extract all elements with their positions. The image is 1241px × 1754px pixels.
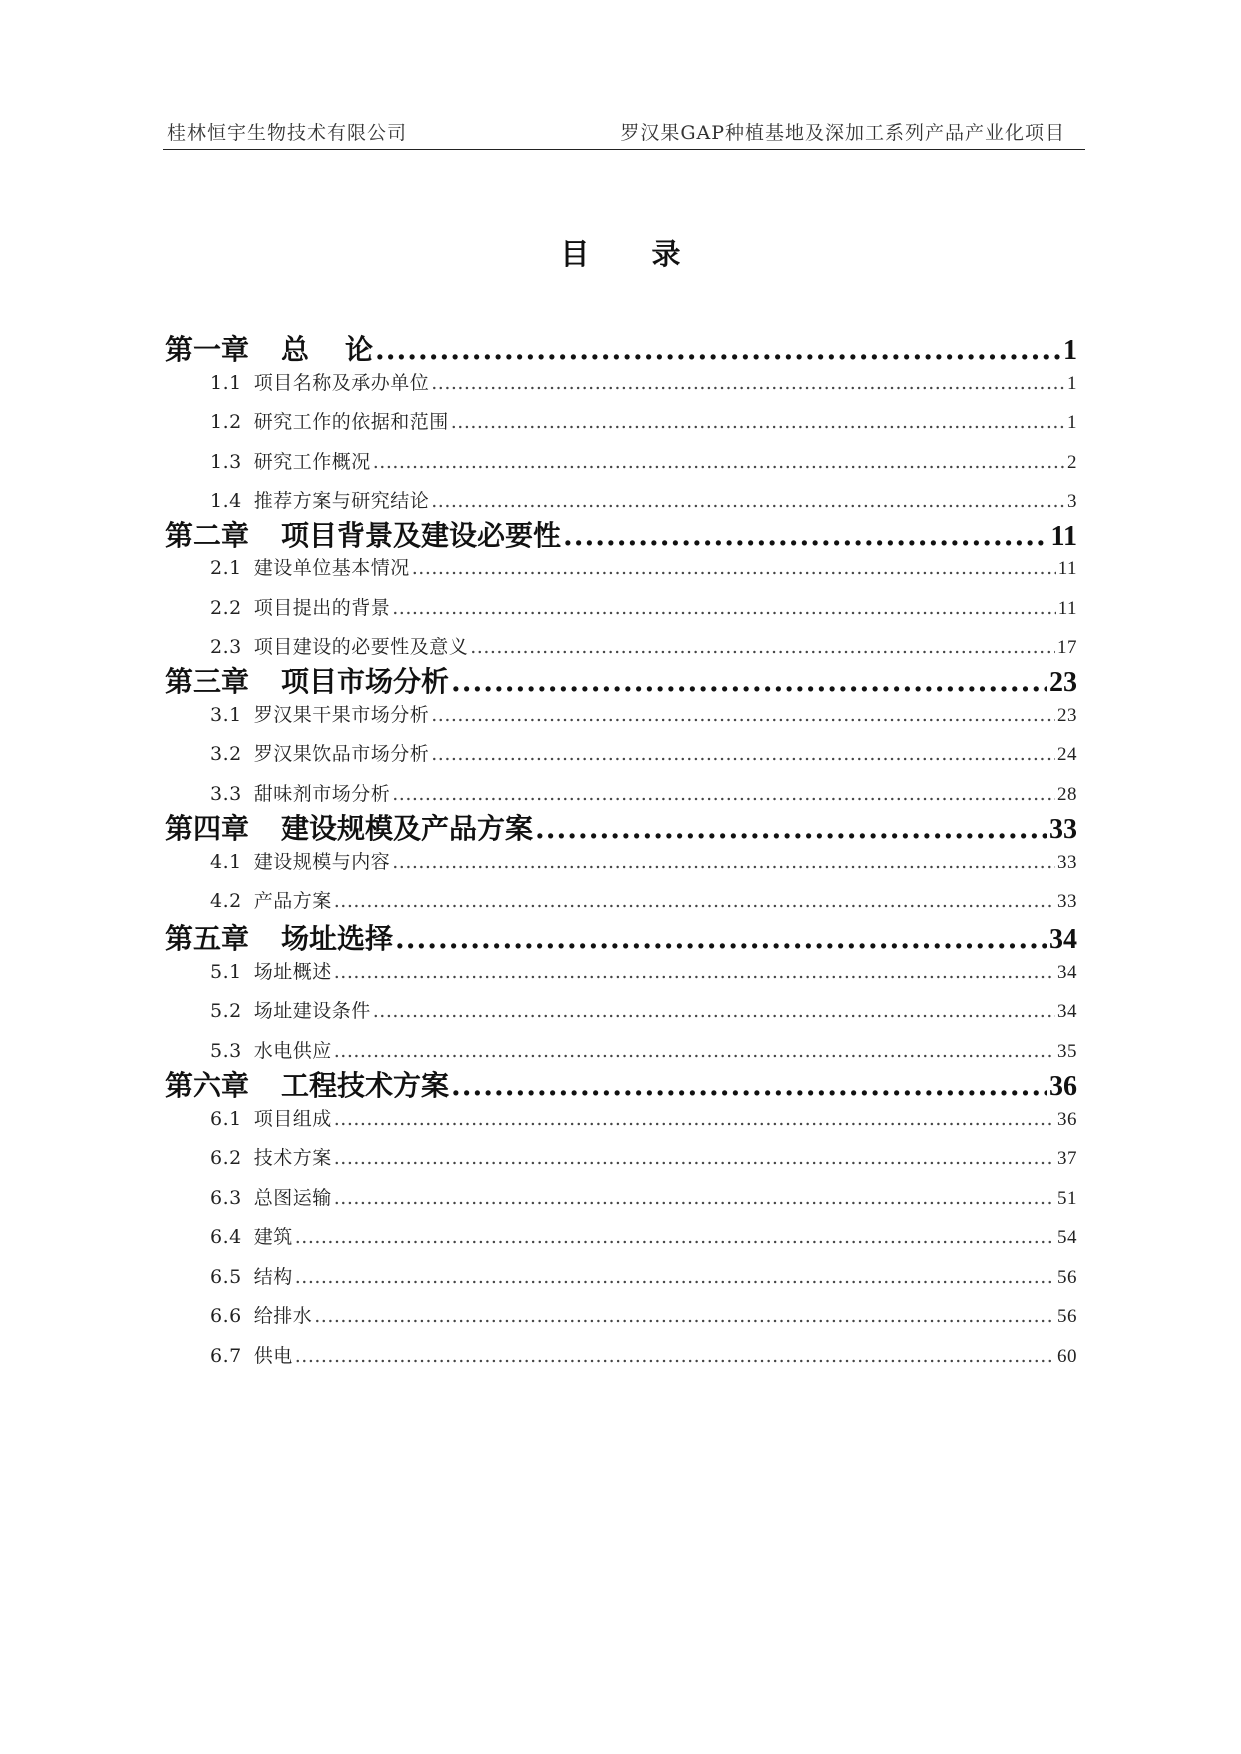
toc-entry-page: 36 (1049, 1071, 1077, 1102)
toc-section-5-3[interactable] (210, 1036, 1077, 1063)
dot-leader (431, 704, 1055, 726)
toc-entry-number: 6.5 (210, 1266, 242, 1288)
toc-section-6-6[interactable] (210, 1301, 1077, 1328)
toc-section-6-4[interactable] (210, 1222, 1077, 1249)
toc-section-6-7[interactable] (210, 1341, 1077, 1368)
toc-entry-page: 23 (1057, 705, 1077, 726)
toc-entry-title: 甜味剂市场分析 (253, 783, 391, 805)
toc-section-1-3[interactable] (210, 447, 1077, 474)
toc-entry-page: 36 (1057, 1109, 1077, 1130)
toc-entry-title: 建设规模与内容 (253, 851, 391, 873)
dot-leader (334, 1040, 1055, 1062)
toc-entry-number: 6.7 (210, 1345, 242, 1367)
toc-entry-page: 60 (1057, 1346, 1077, 1367)
toc-entry-page: 34 (1057, 1001, 1077, 1022)
toc-section-2-1[interactable] (210, 553, 1077, 580)
toc-entry-title: 建设规模及产品方案 (281, 812, 534, 845)
dot-leader (334, 1147, 1055, 1169)
dot-leader (295, 1226, 1055, 1248)
toc-entry-number: 1.3 (210, 451, 242, 473)
toc-entry-number: 5.2 (210, 1000, 242, 1022)
toc-entry-title: 产品方案 (253, 890, 332, 912)
toc-entry-number: 6.3 (210, 1187, 242, 1209)
toc-section-5-2[interactable] (210, 996, 1077, 1023)
toc-entry-page: 33 (1057, 891, 1077, 912)
dot-leader (451, 411, 1065, 433)
toc-entry-number: 第五章 (165, 922, 250, 955)
dot-leader (392, 851, 1055, 873)
toc-entry-title: 推荐方案与研究结论 (253, 490, 430, 512)
dot-leader (451, 1069, 1047, 1102)
toc-entry-number: 4.2 (210, 890, 242, 912)
toc-entry-title: 结构 (253, 1266, 293, 1288)
toc-entry-page: 33 (1049, 814, 1077, 845)
toc-entry-title: 技术方案 (253, 1147, 332, 1169)
toc-section-1-1[interactable] (210, 368, 1077, 395)
toc-entry-number: 1.2 (210, 411, 242, 433)
toc-chapter-4[interactable] (165, 807, 1077, 847)
toc-entry-number: 2.2 (210, 597, 242, 619)
toc-entry-number: 6.4 (210, 1226, 242, 1248)
toc-section-6-3[interactable] (210, 1183, 1077, 1210)
dot-leader (535, 812, 1047, 845)
toc-entry-number: 5.1 (210, 961, 242, 983)
toc-section-3-3[interactable] (210, 779, 1077, 806)
toc-entry-page: 56 (1057, 1267, 1077, 1288)
dot-leader (334, 961, 1055, 983)
toc-title-char: 目 (560, 237, 590, 271)
toc-entry-number: 5.3 (210, 1040, 242, 1062)
toc-section-6-5[interactable] (210, 1262, 1077, 1289)
toc-chapter-6[interactable] (165, 1064, 1077, 1104)
toc-entry-page: 33 (1057, 852, 1077, 873)
toc-entry-page: 24 (1057, 744, 1077, 765)
toc-chapter-2[interactable] (165, 514, 1077, 554)
toc-section-5-1[interactable] (210, 957, 1077, 984)
toc-entry-title: 建筑 (253, 1226, 293, 1248)
toc-entry-page: 34 (1057, 962, 1077, 983)
toc-entry-title: 罗汉果饮品市场分析 (253, 743, 430, 765)
toc-title-char: 录 (651, 237, 681, 271)
toc-entry-page: 37 (1057, 1148, 1077, 1169)
dot-leader (451, 665, 1047, 698)
toc-entry-title: 项目名称及承办单位 (253, 372, 430, 394)
toc-section-4-2[interactable] (210, 886, 1077, 913)
dot-leader (431, 743, 1055, 765)
toc-section-3-1[interactable] (210, 700, 1077, 727)
toc-entry-page: 51 (1057, 1188, 1077, 1209)
toc-entry-number: 6.6 (210, 1305, 242, 1327)
toc-entry-title: 项目市场分析 (281, 665, 450, 698)
toc-entry-number: 第三章 (165, 665, 250, 698)
toc-entry-page: 3 (1067, 491, 1077, 512)
toc-entry-title: 项目建设的必要性及意义 (253, 636, 469, 658)
toc-entry-number: 3.3 (210, 783, 242, 805)
toc-entry-title: 项目组成 (253, 1108, 332, 1130)
dot-leader (431, 372, 1065, 394)
toc-entry-title: 项目背景及建设必要性 (281, 519, 562, 552)
dot-leader (375, 333, 1061, 366)
toc-entry-number: 4.1 (210, 851, 242, 873)
dot-leader (431, 490, 1065, 512)
toc-chapter-3[interactable] (165, 660, 1077, 700)
header-project-title: 罗汉果GAP种植基地及深加工系列产品产业化项目 (620, 122, 1065, 144)
toc-entry-title: 罗汉果干果市场分析 (253, 704, 430, 726)
dot-leader (412, 557, 1056, 579)
toc-entry-number: 2.3 (210, 636, 242, 658)
toc-entry-page: 11 (1050, 521, 1077, 552)
dot-leader (295, 1345, 1055, 1367)
toc-entry-title: 工程技术方案 (281, 1069, 450, 1102)
dot-leader (334, 890, 1055, 912)
toc-entry-number: 第一章 (165, 333, 250, 366)
toc-entry-page: 1 (1067, 412, 1077, 433)
toc-entry-number: 第二章 (165, 519, 250, 552)
dot-leader (392, 783, 1055, 805)
toc-entry-page: 11 (1057, 558, 1077, 579)
toc-entry-page: 34 (1049, 924, 1077, 955)
toc-chapter-1[interactable] (165, 328, 1077, 368)
toc-entry-page: 35 (1057, 1041, 1077, 1062)
toc-entry-title: 供电 (253, 1345, 293, 1367)
toc-entry-number: 3.1 (210, 704, 242, 726)
toc-entry-title: 建设单位基本情况 (253, 557, 410, 579)
toc-entry-title: 研究工作概况 (253, 451, 371, 473)
toc-section-2-2[interactable] (210, 593, 1077, 620)
toc-entry-title: 给排水 (253, 1305, 313, 1327)
toc-section-6-2[interactable] (210, 1143, 1077, 1170)
toc-entry-title: 总 论 (281, 333, 374, 366)
toc-section-6-1[interactable] (210, 1104, 1077, 1131)
toc-entry-number: 1.4 (210, 490, 242, 512)
toc-entry-title: 总图运输 (253, 1187, 332, 1209)
toc-entry-number: 1.1 (210, 372, 242, 394)
toc-section-2-3[interactable] (210, 632, 1077, 659)
dot-leader (373, 1000, 1055, 1022)
toc-entry-page: 56 (1057, 1306, 1077, 1327)
toc-entry-page: 54 (1057, 1227, 1077, 1248)
toc-entry-title: 项目提出的背景 (253, 597, 391, 619)
toc-entry-title: 水电供应 (253, 1040, 332, 1062)
dot-leader (563, 519, 1049, 552)
toc-entry-title: 研究工作的依据和范围 (253, 411, 449, 433)
toc-entry-title: 场址选择 (281, 922, 394, 955)
toc-entry-number: 6.2 (210, 1147, 242, 1169)
toc-entry-page: 1 (1063, 335, 1077, 366)
toc-section-1-2[interactable] (210, 407, 1077, 434)
toc-entry-page: 23 (1049, 667, 1077, 698)
toc-entry-number: 第四章 (165, 812, 250, 845)
toc-entry-title: 场址概述 (253, 961, 332, 983)
toc-entry-number: 3.2 (210, 743, 242, 765)
toc-entry-number: 第六章 (165, 1069, 250, 1102)
dot-leader (395, 922, 1047, 955)
toc-entry-page: 28 (1057, 784, 1077, 805)
toc-entry-page: 2 (1067, 452, 1077, 473)
dot-leader (295, 1266, 1055, 1288)
toc-entry-number: 6.1 (210, 1108, 242, 1130)
toc-entry-page: 1 (1067, 373, 1077, 394)
toc-entry-page: 17 (1057, 637, 1077, 658)
dot-leader (373, 451, 1065, 473)
toc-entry-title: 场址建设条件 (253, 1000, 371, 1022)
dot-leader (334, 1108, 1055, 1130)
toc-chapter-5[interactable] (165, 917, 1077, 957)
dot-leader (334, 1187, 1055, 1209)
dot-leader (470, 636, 1055, 658)
toc-section-4-1[interactable] (210, 847, 1077, 874)
toc-section-3-2[interactable] (210, 739, 1077, 766)
toc-section-1-4[interactable] (210, 486, 1077, 513)
dot-leader (392, 597, 1055, 619)
dot-leader (314, 1305, 1055, 1327)
toc-entry-page: 11 (1057, 598, 1077, 619)
header-company: 桂林恒宇生物技术有限公司 (167, 122, 408, 144)
toc-entry-number: 2.1 (210, 557, 242, 579)
